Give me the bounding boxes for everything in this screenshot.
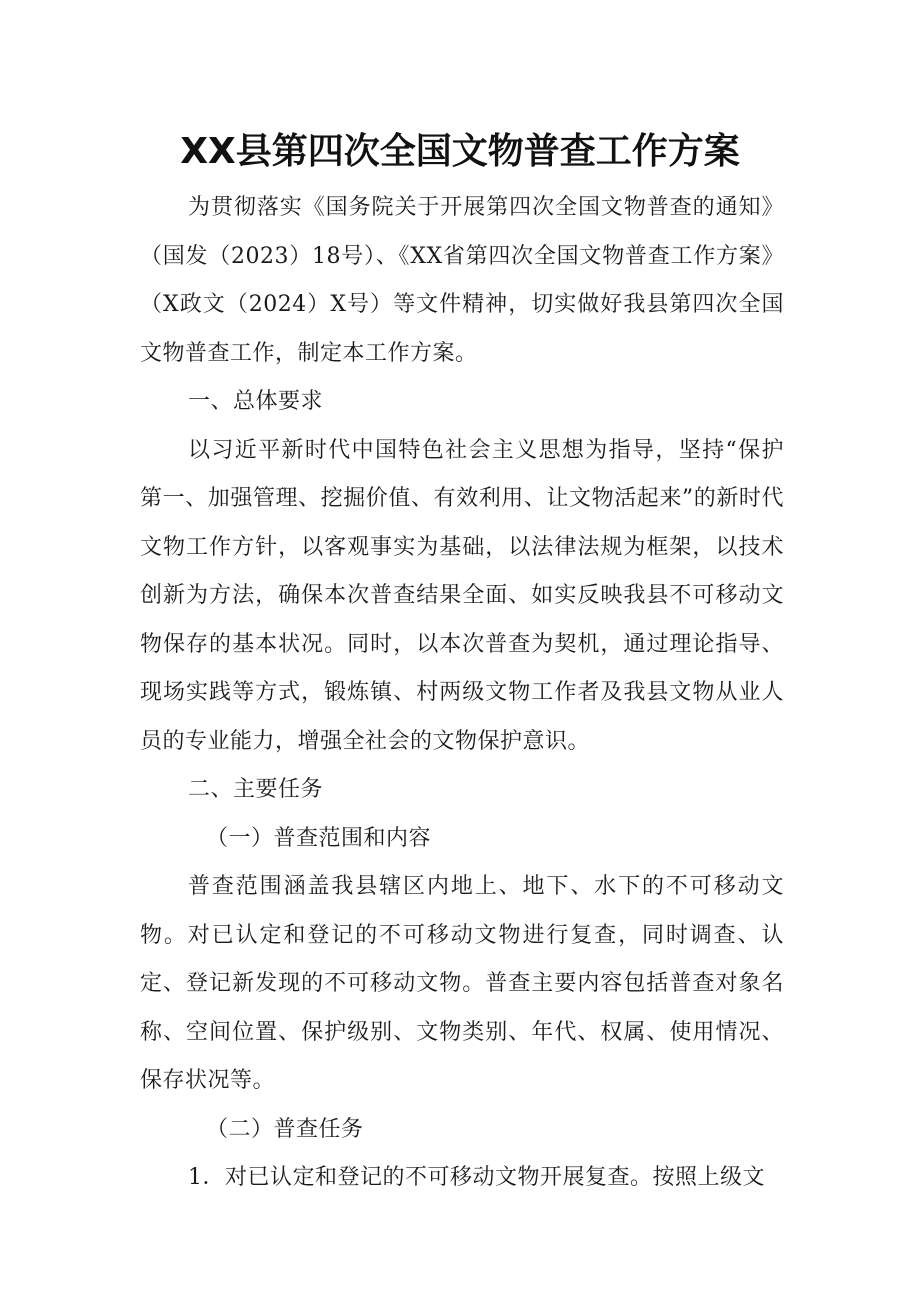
subsection-heading-1: （一）普查范围和内容 bbox=[206, 825, 432, 851]
subsection-heading-2: （二）普查任务 bbox=[206, 1116, 364, 1142]
intro-paragraph: 为贯彻落实《国务院关于开展第四次全国文物普查的通知》（国发（2023）18号）、《XX省第四次全国文物普查工作方案》（X政文（2024）X号）等文件精神，切实做好我县第四次全国文物普查工作，制定本工作方案。 bbox=[140, 195, 784, 366]
subsection-1-paragraph: 普查范围涵盖我县辖区内地上、地下、水下的不可移动文物。对已认定和登记的不可移动文物进行复查，同时调查、认定、登记新发现的不可移动文物。普查主要内容包括普查对象名称、空间位置、保护级别、文物类别、年代、权属、使用情况、保存状况等。 bbox=[140, 874, 784, 1093]
section-heading-1: 一、总体要求 bbox=[188, 389, 324, 414]
list-item-1: 1．对已认定和登记的不可移动文物开展复查。按照上级文 bbox=[188, 1165, 765, 1190]
section-1-paragraph: 以习近平新时代中国特色社会主义思想为指导，坚持“保护第一、加强管理、挖掘价值、有效利用、让文物活起来”的新时代文物工作方针，以客观事实为基础，以法律法规为框架，以技术创新为方法，确保本次普查结果全面、如实反映我县不可移动文物保存的基本状况。同时，以本次普查为契机，通过理论指导、现场实践等方式，锻炼镇、村两级文物工作者及我县文物从业人员的专业能力，增强全社会的文物保护意识。 bbox=[140, 437, 784, 754]
document-title: XX县第四次全国文物普查工作方案 bbox=[180, 131, 740, 172]
section-heading-2: 二、主要任务 bbox=[188, 777, 324, 802]
document-body bbox=[140, 184, 784, 1203]
